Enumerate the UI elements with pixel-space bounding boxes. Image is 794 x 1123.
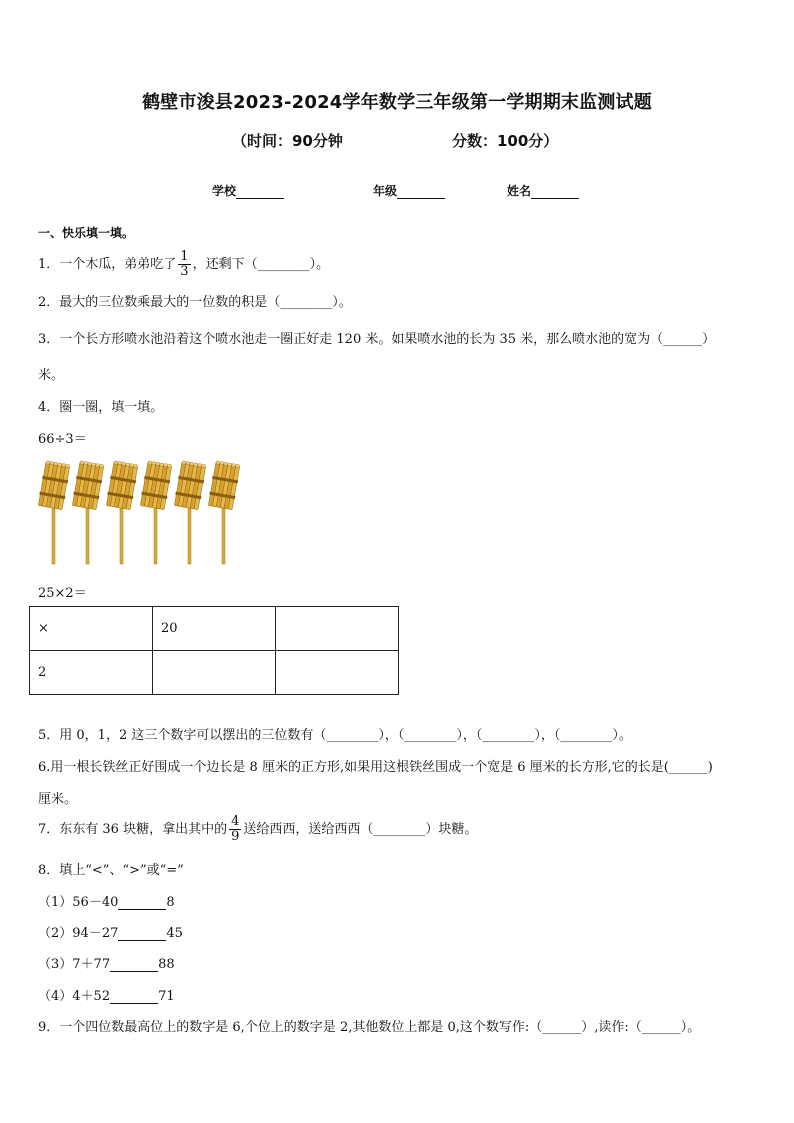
q1-fraction-numerator: 1 [180, 249, 189, 264]
q8-item-blank[interactable] [118, 927, 166, 941]
name-blank[interactable] [531, 185, 579, 199]
q4-expression-1: 66÷3＝ [38, 432, 87, 447]
question-8: 8．填上“<”、“>”或“=” [38, 863, 184, 878]
question-7 [38, 815, 477, 844]
q1-fraction-denominator: 3 [180, 264, 189, 279]
question-2: 2．最大的三位数乘最大的一位数的积是（________）。 [38, 295, 352, 310]
name-field [507, 182, 579, 199]
stick-bundle [138, 458, 174, 566]
q1-fraction [178, 250, 190, 279]
table-cell: 20 [153, 607, 276, 651]
stick-bundle [172, 458, 208, 566]
q7-text-before: 7．东东有 36 块糖，拿出其中的 [38, 822, 228, 837]
exam-time: （时间：90分钟 [232, 132, 343, 150]
page-title: 鹤壁市浚县2023-2024学年数学三年级第一学期期末监测试题 [142, 92, 652, 113]
table-cell: 2 [30, 651, 153, 695]
q8-item-value: 8 [166, 895, 175, 910]
grade-blank[interactable] [397, 185, 445, 199]
q8-item-value: 88 [158, 957, 175, 972]
question-3-line-1: 3．一个长方形喷水池沿着这个喷水池走一圈正好走 120 米。如果喷水池的长为 35 米，那么喷水池的宽为（______） [38, 332, 716, 347]
grade-field [373, 182, 445, 199]
q7-fraction-denominator: 9 [231, 829, 240, 844]
q8-item [38, 953, 175, 972]
q1-text-after: ，还剩下（________）。 [192, 257, 330, 272]
table-row [30, 651, 399, 695]
stick-bundle [70, 458, 106, 566]
q8-item-expression: （3）7＋77 [38, 957, 111, 972]
stick-bundle [206, 458, 242, 566]
section-heading: 一、快乐填一填。 [38, 226, 135, 240]
grade-label: 年级 [373, 184, 398, 198]
table-cell: × [30, 607, 153, 651]
q8-item-expression: （4）4＋52 [38, 989, 111, 1004]
question-4: 4．圈一圈，填一填。 [38, 400, 164, 415]
stick-bundle [36, 458, 72, 566]
table-cell[interactable] [276, 607, 399, 651]
q8-item-expression: （1）56－40 [38, 895, 119, 910]
table-cell[interactable] [276, 651, 399, 695]
table-cell[interactable] [153, 651, 276, 695]
q8-item-value: 45 [166, 926, 183, 941]
q8-item-blank[interactable] [110, 990, 158, 1004]
school-label: 学校 [212, 184, 237, 198]
question-9: 9．一个四位数最高位上的数字是 6,个位上的数字是 2,其他数位上都是 0,这个数写作:（______）,读作:（______）。 [38, 1020, 701, 1035]
stick-bundle [104, 458, 140, 566]
q7-text-after: 送给西西，送给西西（________）块糖。 [243, 822, 478, 837]
table-row [30, 607, 399, 651]
school-field [212, 182, 284, 199]
question-3-line-2: 米。 [38, 368, 65, 383]
q1-text-before: 1．一个木瓜，弟弟吃了 [38, 257, 177, 272]
name-label: 姓名 [507, 184, 532, 198]
question-6-line-2: 厘米。 [38, 792, 78, 807]
q8-item [38, 922, 183, 941]
q4-expression-2: 25×2＝ [38, 586, 87, 601]
q8-item-value: 71 [158, 989, 175, 1004]
school-blank[interactable] [236, 185, 284, 199]
q8-item-blank[interactable] [118, 896, 166, 910]
q7-fraction [229, 815, 241, 844]
q7-fraction-numerator: 4 [231, 814, 240, 829]
question-5: 5．用 0，1，2 这三个数字可以摆出的三位数有（________），（________），（________），（________）。 [38, 728, 632, 743]
question-1 [38, 250, 329, 279]
multiplication-table [29, 606, 399, 695]
q8-item [38, 891, 175, 910]
q8-item-expression: （2）94－27 [38, 926, 119, 941]
q8-item-blank[interactable] [110, 958, 158, 972]
exam-score: 分数：100分） [452, 132, 559, 150]
question-6-line-1: 6.用一根长铁丝正好围成一个边长是 8 厘米的正方形,如果用这根铁丝围成一个宽是 6 厘米的长方形,它的长是(______) [38, 760, 713, 775]
q8-item [38, 985, 175, 1004]
